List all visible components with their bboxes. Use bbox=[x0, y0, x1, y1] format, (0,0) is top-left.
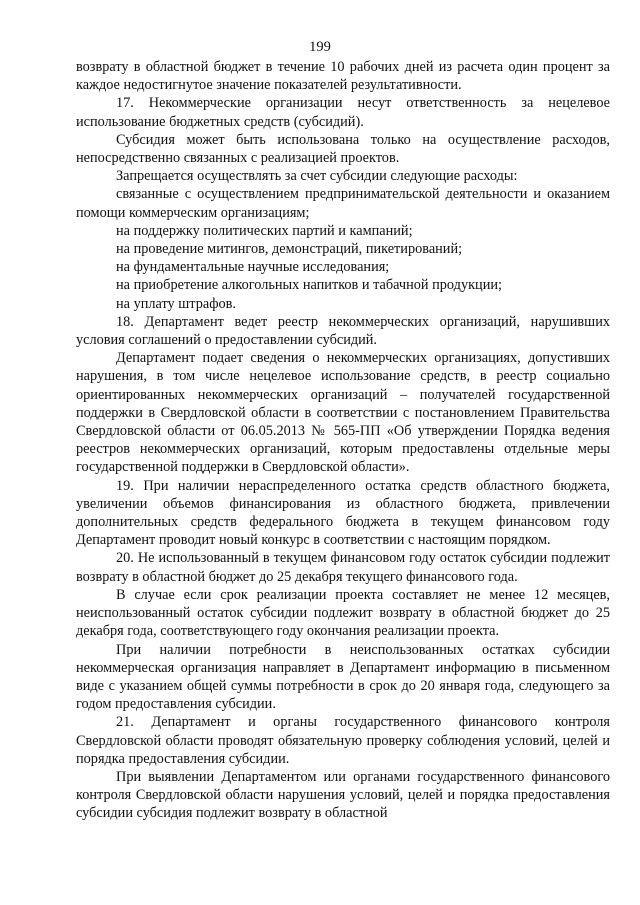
paragraph-subsidy-usage: Субсидия может быть использована только на осуществление расходов, непосредственно связанных с реализацией проектов. bbox=[76, 131, 610, 167]
paragraph-continuation: возврату в областной бюджет в течение 10 рабочих дней из расчета один процент за каждое недостигнутое значение показателей результативности. bbox=[76, 59, 610, 94]
paragraph-clause-19: 19. При наличии нераспределенного остатка средств областного бюджета, увеличении объемов финансирования из областного бюджета, привлечении дополнительных средств федерального бюджета в текущем финансовом году Департамент проводит новый конкурс в соответствии с настоящим порядком. bbox=[76, 477, 610, 549]
paragraph-clause-21: 21. Департамент и органы государственного финансового контроля Свердловской области проводят обязательную проверку соблюдения условий, целей и порядка предоставления субсидии. bbox=[76, 714, 610, 767]
paragraph-violation-return: При выявлении Департаментом или органами государственного финансового контроля Свердловской области нарушения условий, целей и порядка предоставления субсидии субсидия подлежит возврату в областной bbox=[76, 768, 610, 822]
paragraph-prohibited-expenses-intro: Запрещается осуществлять за счет субсидии следующие расходы: bbox=[116, 168, 518, 185]
document-body bbox=[76, 58, 610, 823]
list-item-prohibited-expense: на проведение митингов, демонстраций, пикетирований; bbox=[116, 241, 463, 258]
list-item-prohibited-expense: на приобретение алкогольных напитков и табачной продукции; bbox=[116, 277, 502, 294]
paragraph-registry-info: Департамент подает сведения о некоммерческих организациях, допустивших нарушения, в том числе нецелевое использование средств, в реестр социально ориентированных некоммерческих организаций – получателей государственной поддержки в Свердловской области в соответствии с постановлением Правительства Свердловской области от 06.05.2013 № 565-ПП «Об утверждении Порядка ведения реестров некоммерческих организаций, которым предоставлены отдельные меры государственной поддержки в Свердловской области». bbox=[76, 350, 610, 476]
list-item-prohibited-expense: на фундаментальные научные исследования; bbox=[116, 259, 390, 276]
paragraph-clause-18: 18. Департамент ведет реестр некоммерческих организаций, нарушивших условия соглашений о предоставлении субсидий. bbox=[76, 313, 610, 349]
page-number: 199 bbox=[309, 39, 331, 55]
list-item-prohibited-expense: связанные с осуществлением предпринимательской деятельности и оказанием помощи коммерческим организациям; bbox=[76, 186, 610, 221]
paragraph-long-term-projects: В случае если срок реализации проекта составляет не менее 12 месяцев, неиспользованный остаток субсидии подлежит возврату в областной бюджет до 25 декабря года, соответствующего году окончания реализации проекта. bbox=[76, 586, 610, 640]
paragraph-clause-17: 17. Некоммерческие организации несут ответственность за нецелевое использование бюджетных средств (субсидий). bbox=[76, 95, 610, 130]
list-item-prohibited-expense: на поддержку политических партий и кампаний; bbox=[116, 222, 413, 239]
paragraph-unused-balance-request: При наличии потребности в неиспользованных остатках субсидии некоммерческая организация направляет в Департамент информацию в письменном виде с указанием общей суммы потребности в срок до 20 января года, следующего за годом предоставления субсидии. bbox=[76, 641, 610, 713]
paragraph-clause-20: 20. Не использованный в текущем финансовом году остаток субсидии подлежит возврату в областной бюджет до 25 декабря текущего финансового года. bbox=[76, 550, 610, 585]
list-item-prohibited-expense: на уплату штрафов. bbox=[116, 295, 236, 312]
